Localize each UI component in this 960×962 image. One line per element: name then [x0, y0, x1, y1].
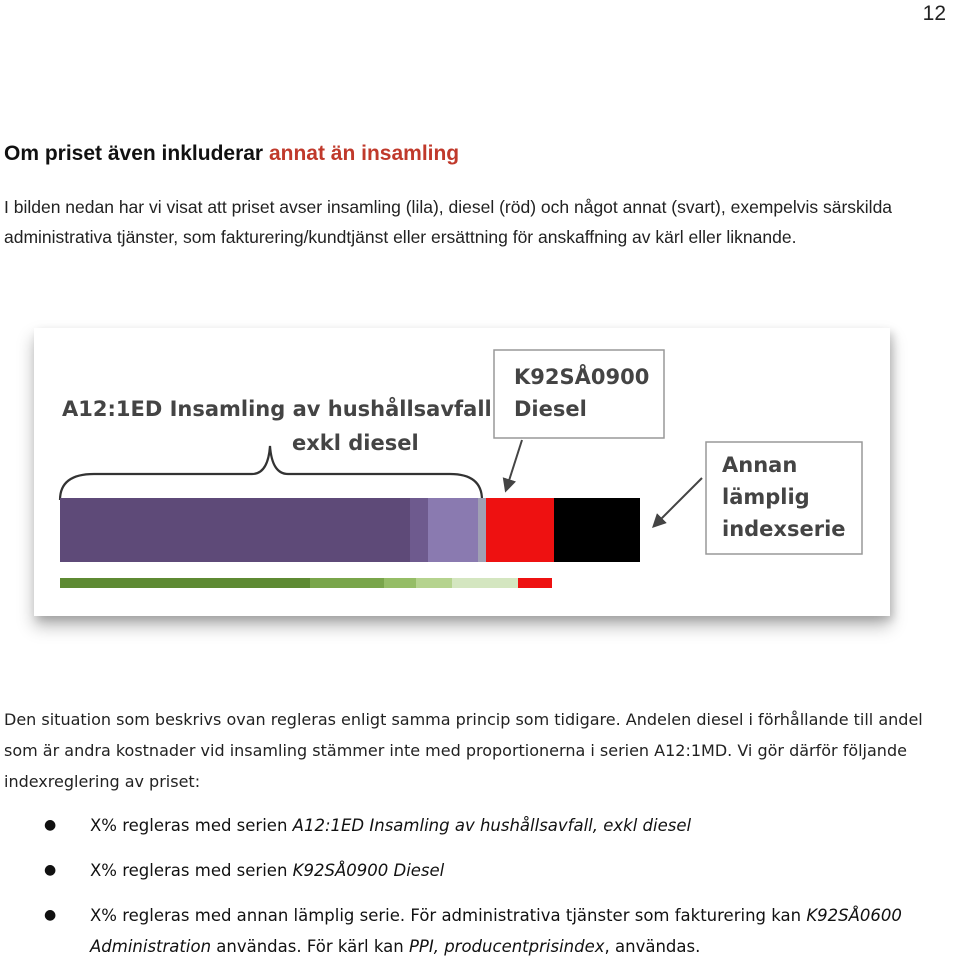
bullet-3-text-2: användas. För kärl kan [211, 937, 409, 956]
bar-diesel [486, 498, 554, 562]
bullet-3-text-3: , användas. [604, 937, 701, 956]
reference-bar [60, 578, 552, 588]
heading-accent: annat än insamling [268, 142, 460, 165]
label-k92-line1: K92SÅ0900 [514, 365, 650, 389]
list-item [44, 855, 956, 886]
bullet-2-text: X% regleras med serien [90, 861, 293, 880]
bullet-icon: ● [44, 907, 57, 923]
bullet-1-series: A12:1ED Insamling av hushållsavfall, exkl diesel [292, 816, 692, 835]
bullet-3-text-1: X% regleras med annan lämplig serie. För administrativa tjänster som fakturering kan [90, 906, 807, 925]
ref-bar-red [518, 578, 552, 588]
ref-bar-pale-green [416, 578, 452, 588]
bullet-2-series: K92SÅ0900 Diesel [292, 861, 445, 880]
heading-prefix: Om priset även inkluderar [4, 142, 269, 165]
bullet-3-series-1: K92SÅ0600 Administration [90, 906, 902, 956]
bullet-1-text: X% regleras med serien [90, 816, 293, 835]
page-number: 12 [922, 2, 946, 25]
figure-canvas [34, 328, 890, 616]
bar-annat [554, 498, 640, 562]
intro-paragraph: I bilden nedan har vi visat att priset avser insamling (lila), diesel (röd) och något annat (svart), exempelvis särskilda administrativa tjänster, som fakturering/kundtjänst eller ersättning för anskaffning av kärl eller liknande. [4, 197, 893, 247]
bullet-icon: ● [44, 862, 57, 878]
price-composition-figure [34, 328, 890, 616]
body-paragraph: Den situation som beskrivs ovan regleras enligt samma princip som tidigare. Andelen diesel i förhållande till andel som är andra kostnader vid insamling stämmer inte med proportionerna i serien A12:1MD. Vi gör därför följande indexreglering av priset: [4, 710, 923, 791]
bar-insamling-dark [60, 498, 410, 562]
label-annan-line2: lämplig [722, 485, 810, 509]
bullet-3-series-2: PPI, producentprisindex [408, 937, 605, 956]
ref-bar-mid-green [310, 578, 384, 588]
arrow-to-annat [654, 478, 702, 526]
list-item [44, 900, 956, 962]
arrow-to-diesel [506, 440, 522, 490]
bar-insamling-edge [478, 498, 486, 562]
composition-bar [60, 498, 640, 562]
regulation-list [44, 810, 956, 962]
bar-insamling-mid [410, 498, 428, 562]
label-k92-line2: Diesel [514, 397, 587, 421]
label-a12-line2: exkl diesel [292, 431, 419, 455]
ref-bar-faint-green [452, 578, 518, 588]
label-annan-line1: Annan [722, 453, 798, 477]
ref-bar-dark-green [60, 578, 310, 588]
label-a12-line1: A12:1ED Insamling av hushållsavfall [62, 397, 492, 421]
list-item [44, 810, 956, 841]
bar-insamling-light [428, 498, 478, 562]
bullet-icon: ● [44, 817, 57, 833]
k92-callout-box [494, 350, 664, 438]
insamling-brace [60, 446, 482, 500]
section-heading [4, 142, 459, 166]
ref-bar-light-green [384, 578, 416, 588]
label-annan-line3: indexserie [722, 517, 846, 541]
